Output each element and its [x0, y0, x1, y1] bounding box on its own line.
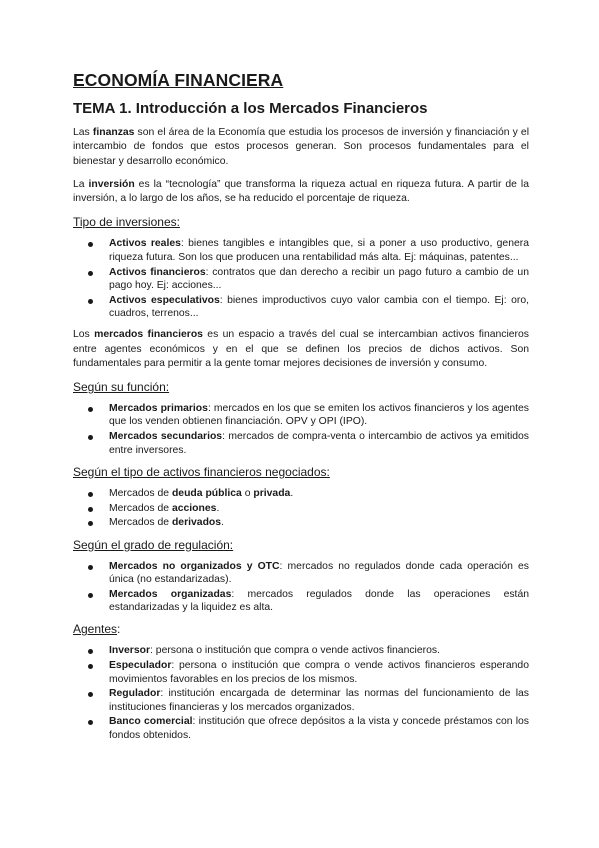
paragraph-inversion: La inversión es la “tecnología” que transforma la riqueza actual en riqueza futura. A partir de la inversión, a lo largo de los años, se ha reducido el porcentaje de riqueza.	[73, 178, 529, 205]
paragraph-finanzas: Las finanzas son el área de la Economía que estudia los procesos de inversión y financiación y el intercambio de fondos que estos procesos generan. Son procesos fundamentales para el bienestar y desarrollo económico.	[73, 127, 530, 167]
list-item: Mercados primarios: mercados en los que se emiten los activos financieros y los agentes que los venden obtienen financiación. OPV y OPI (IPO).	[73, 402, 529, 429]
bullet-icon	[88, 565, 93, 570]
list-tipo-activos	[73, 487, 529, 530]
bullet-icon	[88, 407, 93, 412]
document-title: ECONOMÍA FINANCIERA	[73, 70, 284, 90]
bullet-icon	[88, 299, 93, 304]
bullet-icon	[88, 593, 93, 598]
list-item: Mercados de derivados.	[73, 516, 529, 529]
list-item: Mercados no organizados y OTC: mercados no regulados donde cada operación es única (no estandarizadas).	[73, 560, 529, 587]
bullet-icon	[88, 507, 93, 512]
bullet-icon	[88, 649, 93, 654]
bullet-icon	[88, 271, 93, 276]
section-heading-tipo-activos: Según el tipo de activos financieros negociados:	[73, 464, 330, 479]
bullet-icon	[88, 242, 93, 247]
list-item: Mercados organizadas: mercados regulados donde las operaciones están estandarizadas y la liquidez es alta.	[73, 588, 529, 615]
topic-title: TEMA 1. Introducción a los Mercados Financieros	[73, 100, 428, 117]
bullet-icon	[88, 664, 93, 669]
list-item: Mercados secundarios: mercados de compra-venta o intercambio de activos ya emitidos entre inversores.	[73, 430, 529, 457]
list-item: Banco comercial: institución que ofrece depósitos a la vista y concede préstamos con los fondos obtenidos.	[73, 715, 529, 742]
list-agentes	[73, 644, 529, 742]
section-heading-grado-regulacion: Según el grado de regulación:	[73, 537, 234, 552]
section-heading-tipo-inversiones: Tipo de inversiones:	[73, 215, 180, 230]
list-item: Mercados de deuda pública o privada.	[73, 487, 529, 500]
list-grado-regulacion	[73, 560, 529, 615]
bullet-icon	[88, 492, 93, 497]
document-page	[73, 70, 529, 750]
list-item: Activos reales: bienes tangibles e intangibles que, si a poner a uso productivo, genera riqueza futura. Son los que producen una rentabilidad más alta. Ej: máquinas, patentes...	[73, 237, 529, 264]
bullet-icon	[88, 435, 93, 440]
section-heading-segun-funcion: Según su función:	[73, 380, 170, 395]
section-heading-agentes: Agentes:	[73, 622, 121, 637]
list-item: Inversor: persona o institución que compra o vende activos financieros.	[73, 644, 529, 657]
list-segun-funcion	[73, 402, 529, 457]
bullet-icon	[88, 521, 93, 526]
paragraph-mercados-financieros: Los mercados financieros es un espacio a través del cual se intercambian activos financieros entre agentes económicos y en el que se definen los precios de dichos activos. Son fundamentales para permitir a la gente tomar mejores decisiones de inversión y consumo.	[73, 329, 529, 369]
list-item: Activos financieros: contratos que dan derecho a recibir un pago futuro a cambio de un pago hoy. Ej: acciones...	[73, 266, 529, 293]
list-item: Regulador: institución encargada de determinar las normas del funcionamiento de las instituciones financieras y los mercados organizados.	[73, 687, 529, 714]
list-item: Mercados de acciones.	[73, 502, 529, 515]
bullet-icon	[88, 692, 93, 697]
list-item: Activos especulativos: bienes improductivos cuyo valor cambia con el tiempo. Ej: oro, cuadros, terrenos...	[73, 294, 529, 321]
bullet-icon	[88, 720, 93, 725]
list-item: Especulador: persona o institución que compra o vende activos financieros esperando movimientos favorables en los precios de los mismos.	[73, 659, 529, 686]
list-tipo-inversiones	[73, 237, 529, 320]
